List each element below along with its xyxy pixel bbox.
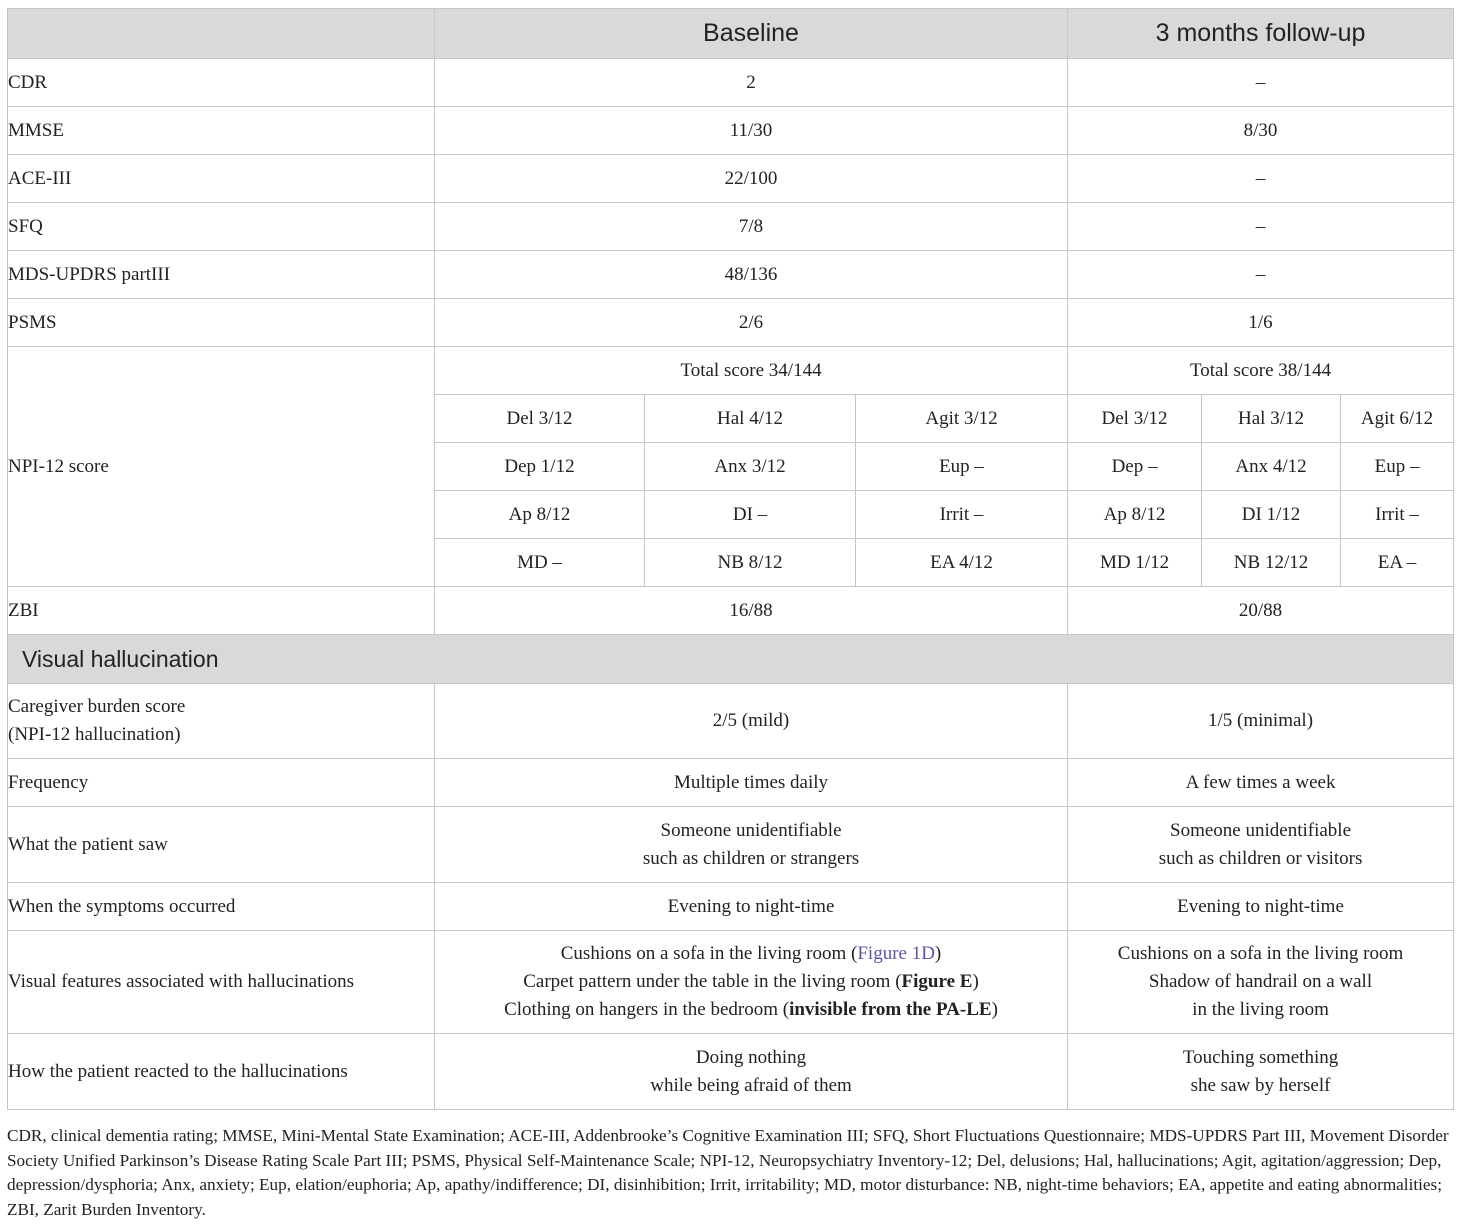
npi-label: NPI-12 score xyxy=(8,347,435,587)
value-text: Carpet pattern under the table in the living room ( xyxy=(523,971,902,992)
row-label: PSMS xyxy=(8,299,435,347)
row-label: ZBI xyxy=(8,587,435,635)
npi-cell: Irrit – xyxy=(856,491,1068,539)
followup-value: 1/5 (minimal) xyxy=(1068,684,1454,759)
table-row xyxy=(8,883,1454,931)
value-line: Someone unidentifiable xyxy=(1170,819,1352,841)
followup-value: – xyxy=(1068,251,1454,299)
row-label: When the symptoms occurred xyxy=(8,883,435,931)
row-label: ACE-III xyxy=(8,155,435,203)
bold-reference: Figure E xyxy=(901,971,973,992)
row-label: Visual features associated with hallucinations xyxy=(8,931,435,1034)
table-row xyxy=(8,759,1454,807)
table-row xyxy=(8,155,1454,203)
table-row xyxy=(8,807,1454,883)
header-empty xyxy=(8,9,435,59)
value-text: Cushions on a sofa in the living room ( xyxy=(560,943,858,964)
baseline-value: 2/5 (mild) xyxy=(435,684,1068,759)
table-row xyxy=(8,251,1454,299)
npi-cell: DI 1/12 xyxy=(1202,491,1341,539)
header-baseline: Baseline xyxy=(435,9,1068,59)
npi-cell: Anx 3/12 xyxy=(645,443,856,491)
npi-cell: EA – xyxy=(1341,539,1454,587)
value-line xyxy=(504,999,998,1020)
label-line: (NPI-12 hallucination) xyxy=(8,724,181,745)
table-footnote: CDR, clinical dementia rating; MMSE, Mini-Mental State Examination; ACE-III, Addenbrooke’s Cognitive Examination III; SFQ, Short Fluctuations Questionnaire; MDS-UPDRS Part III, Movement Disorder Society Unified Parkinson’s Disease Rating Scale Part III; PSMS, Physical Self-Maintenance Scale; NPI-12, Neuropsychiatry Inventory-12; Del, delusions; Hal, hallucinations; Agit, agitation/aggression; Dep, depression/dysphoria; Anx, anxiety; Eup, elation/euphoria; Ap, apathy/indifference; DI, disinhibition; Irrit, irritability; MD, motor disturbance: NB, night-time behaviors; EA, appetite and eating abnormalities; ZBI, Zarit Burden Inventory. xyxy=(7,1126,1449,1219)
row-label: Frequency xyxy=(8,759,435,807)
npi-total-row xyxy=(8,347,1454,395)
table-row xyxy=(8,299,1454,347)
baseline-value xyxy=(435,807,1068,883)
table-row xyxy=(8,684,1454,759)
baseline-value: Multiple times daily xyxy=(435,759,1068,807)
npi-cell: Dep – xyxy=(1068,443,1202,491)
value-line: she saw by herself xyxy=(1190,1074,1331,1096)
npi-cell: Anx 4/12 xyxy=(1202,443,1341,491)
value-text: ) xyxy=(934,943,942,964)
npi-cell: Del 3/12 xyxy=(1068,395,1202,443)
npi-cell: Del 3/12 xyxy=(435,395,645,443)
label-line: Caregiver burden score xyxy=(8,696,186,717)
clinical-assessment-table xyxy=(7,8,1454,1110)
followup-value: – xyxy=(1068,203,1454,251)
table-row xyxy=(8,1034,1454,1110)
npi-cell: Agit 3/12 xyxy=(856,395,1068,443)
table-row xyxy=(8,587,1454,635)
followup-value: A few times a week xyxy=(1068,759,1454,807)
section-row xyxy=(8,635,1454,684)
npi-cell: Dep 1/12 xyxy=(435,443,645,491)
table-row xyxy=(8,59,1454,107)
npi-cell: Ap 8/12 xyxy=(1068,491,1202,539)
npi-cell: Eup – xyxy=(1341,443,1454,491)
followup-value: Evening to night-time xyxy=(1068,883,1454,931)
value-line: Someone unidentifiable xyxy=(660,819,842,841)
value-line: while being afraid of them xyxy=(650,1074,852,1096)
table-row xyxy=(8,107,1454,155)
npi-cell: Hal 3/12 xyxy=(1202,395,1341,443)
followup-value: – xyxy=(1068,155,1454,203)
npi-cell: MD – xyxy=(435,539,645,587)
followup-value: – xyxy=(1068,59,1454,107)
followup-value xyxy=(1068,807,1454,883)
npi-cell: NB 8/12 xyxy=(645,539,856,587)
row-label: MMSE xyxy=(8,107,435,155)
value-line: Cushions on a sofa in the living room xyxy=(1117,943,1404,964)
npi-cell: DI – xyxy=(645,491,856,539)
value-text: ) xyxy=(972,971,979,992)
row-label: CDR xyxy=(8,59,435,107)
row-label: SFQ xyxy=(8,203,435,251)
value-line xyxy=(561,943,942,964)
row-label: How the patient reacted to the hallucinations xyxy=(8,1034,435,1110)
baseline-value: 16/88 xyxy=(435,587,1068,635)
npi-cell: Irrit – xyxy=(1341,491,1454,539)
row-label xyxy=(8,684,435,759)
followup-value: 20/88 xyxy=(1068,587,1454,635)
followup-value xyxy=(1068,931,1454,1034)
row-label: MDS-UPDRS partIII xyxy=(8,251,435,299)
followup-value: 8/30 xyxy=(1068,107,1454,155)
value-line xyxy=(523,971,979,992)
npi-baseline-total: Total score 34/144 xyxy=(435,347,1068,395)
npi-followup-total: Total score 38/144 xyxy=(1068,347,1454,395)
value-text: ) xyxy=(991,999,998,1020)
value-line: such as children or visitors xyxy=(1158,847,1363,869)
followup-value: 1/6 xyxy=(1068,299,1454,347)
value-line: Shadow of handrail on a wall xyxy=(1148,971,1373,992)
npi-cell: EA 4/12 xyxy=(856,539,1068,587)
value-line: such as children or strangers xyxy=(642,847,860,869)
value-line: Touching something xyxy=(1182,1046,1339,1068)
baseline-value: Evening to night-time xyxy=(435,883,1068,931)
baseline-value: 48/136 xyxy=(435,251,1068,299)
bold-reference: invisible from the PA-LE xyxy=(789,999,992,1020)
baseline-value: 22/100 xyxy=(435,155,1068,203)
table-row xyxy=(8,931,1454,1034)
header-followup: 3 months follow-up xyxy=(1068,9,1454,59)
value-line: Doing nothing xyxy=(695,1046,807,1068)
baseline-value xyxy=(435,1034,1068,1110)
npi-cell: Agit 6/12 xyxy=(1341,395,1454,443)
value-text: Clothing on hangers in the bedroom ( xyxy=(504,999,790,1020)
npi-cell: Ap 8/12 xyxy=(435,491,645,539)
baseline-value: 7/8 xyxy=(435,203,1068,251)
npi-cell: Eup – xyxy=(856,443,1068,491)
row-label: What the patient saw xyxy=(8,807,435,883)
baseline-value: 11/30 xyxy=(435,107,1068,155)
followup-value xyxy=(1068,1034,1454,1110)
figure-link[interactable]: Figure 1D xyxy=(857,943,935,964)
baseline-value: 2/6 xyxy=(435,299,1068,347)
npi-cell: MD 1/12 xyxy=(1068,539,1202,587)
npi-cell: NB 12/12 xyxy=(1202,539,1341,587)
baseline-value: 2 xyxy=(435,59,1068,107)
baseline-value xyxy=(435,931,1068,1034)
table-row xyxy=(8,203,1454,251)
value-line: in the living room xyxy=(1192,999,1329,1020)
section-title: Visual hallucination xyxy=(8,635,1454,684)
npi-cell: Hal 4/12 xyxy=(645,395,856,443)
